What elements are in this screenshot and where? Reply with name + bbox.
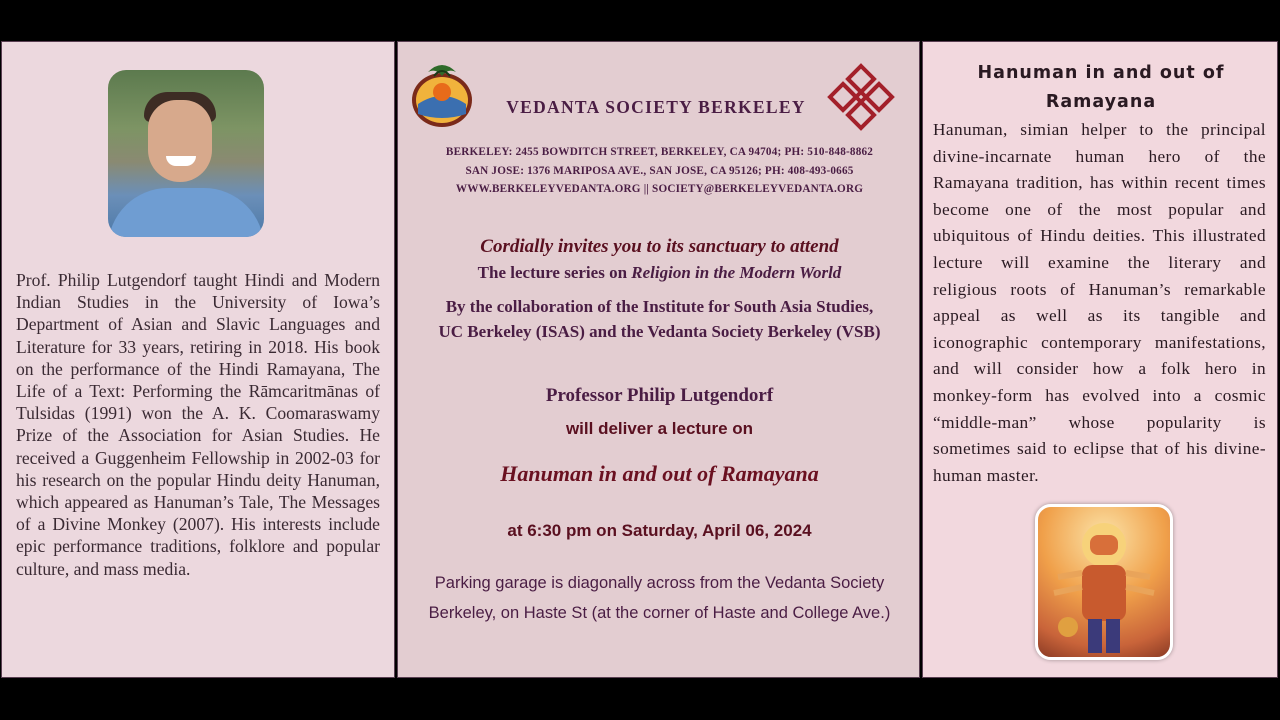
event-announcement-panel bbox=[397, 41, 920, 678]
address-berkeley: BERKELEY: 2455 BOWDITCH STREET, BERKELEY, CA 94704; PH: 510-848-8862 bbox=[445, 146, 874, 158]
collaboration-text bbox=[398, 294, 921, 344]
parking-line-1: Parking garage is diagonally across from the Vedanta Society bbox=[434, 574, 885, 592]
invite-line: Cordially invites you to its sanctuary to attend bbox=[480, 236, 839, 257]
collab-line-2: UC Berkeley (ISAS) and the Vedanta Society Berkeley (VSB) bbox=[438, 322, 881, 341]
speaker-photo bbox=[108, 70, 264, 237]
lecture-abstract-panel bbox=[922, 41, 1278, 678]
abstract-title-line-2: Ramayana bbox=[1045, 92, 1157, 112]
website-email[interactable]: WWW.BERKELEYVEDANTA.ORG || SOCIETY@BERKELEYVEDANTA.ORG bbox=[455, 183, 864, 195]
series-line bbox=[398, 263, 921, 283]
parking-info bbox=[398, 568, 921, 628]
hanuman-image bbox=[1035, 504, 1173, 660]
abstract-body: Hanuman, simian helper to the principal divine-incarnate human hero of the Ramayana tradition, has within recent times become one of the most popular and ubiquitous of Hindu deities. This illustrated lecture will examine the literary and religious roots of Hanuman’s remarkable appeal as well as its tangible and iconographic contemporary manifestations, and will consider how a folk hero in monkey-form has evolved into a cosmic “middle-man” whose popularity is sometimes said to eclipse that of his divine-human master. bbox=[933, 120, 1266, 485]
speaker-name: Professor Philip Lutgendorf bbox=[545, 385, 774, 406]
lecture-title: Hanuman in and out of Ramayana bbox=[500, 461, 819, 486]
abstract-title-line-1: Hanuman in and out of bbox=[977, 63, 1225, 83]
event-datetime: at 6:30 pm on Saturday, April 06, 2024 bbox=[507, 521, 812, 540]
abstract-title bbox=[923, 59, 1279, 117]
org-title: VEDANTA SOCIETY BERKELEY bbox=[506, 97, 806, 117]
deliver-line: will deliver a lecture on bbox=[565, 419, 754, 438]
vedanta-emblem-icon bbox=[408, 58, 476, 130]
address-san-jose: SAN JOSE: 1376 MARIPOSA AVE., SAN JOSE, CA 95126; PH: 408-493-0665 bbox=[465, 165, 854, 177]
speaker-bio: Prof. Philip Lutgendorf taught Hindi and Modern Indian Studies in the University of Iowa’s Department of Asian and Slavic Languages and Literature for 33 years, retiring in 2018. His book on the performance of the Hindi Ramayana, The Life of a Text: Performing the Rāmcaritmānas of Tulsidas (1991) won the A. K. Coomaraswamy Prize of the Association for Asian Studies. He received a Guggenheim Fellowship in 2002-03 for his research on the popular Hindu deity Hanuman, which appeared as Hanuman’s Tale, The Messages of a Divine Monkey (2007). His interests include epic performance traditions, folklore and popular culture, and mass media. bbox=[16, 270, 380, 579]
collab-line-1: By the collaboration of the Institute for South Asia Studies, bbox=[445, 297, 874, 316]
series-name: Religion in the Modern World bbox=[631, 263, 842, 282]
parking-line-2: Berkeley, on Haste St (at the corner of Haste and College Ave.) bbox=[428, 604, 891, 622]
endless-knot-icon bbox=[824, 62, 898, 132]
speaker-bio-panel bbox=[1, 41, 395, 678]
series-prefix: The lecture series on bbox=[477, 263, 632, 282]
